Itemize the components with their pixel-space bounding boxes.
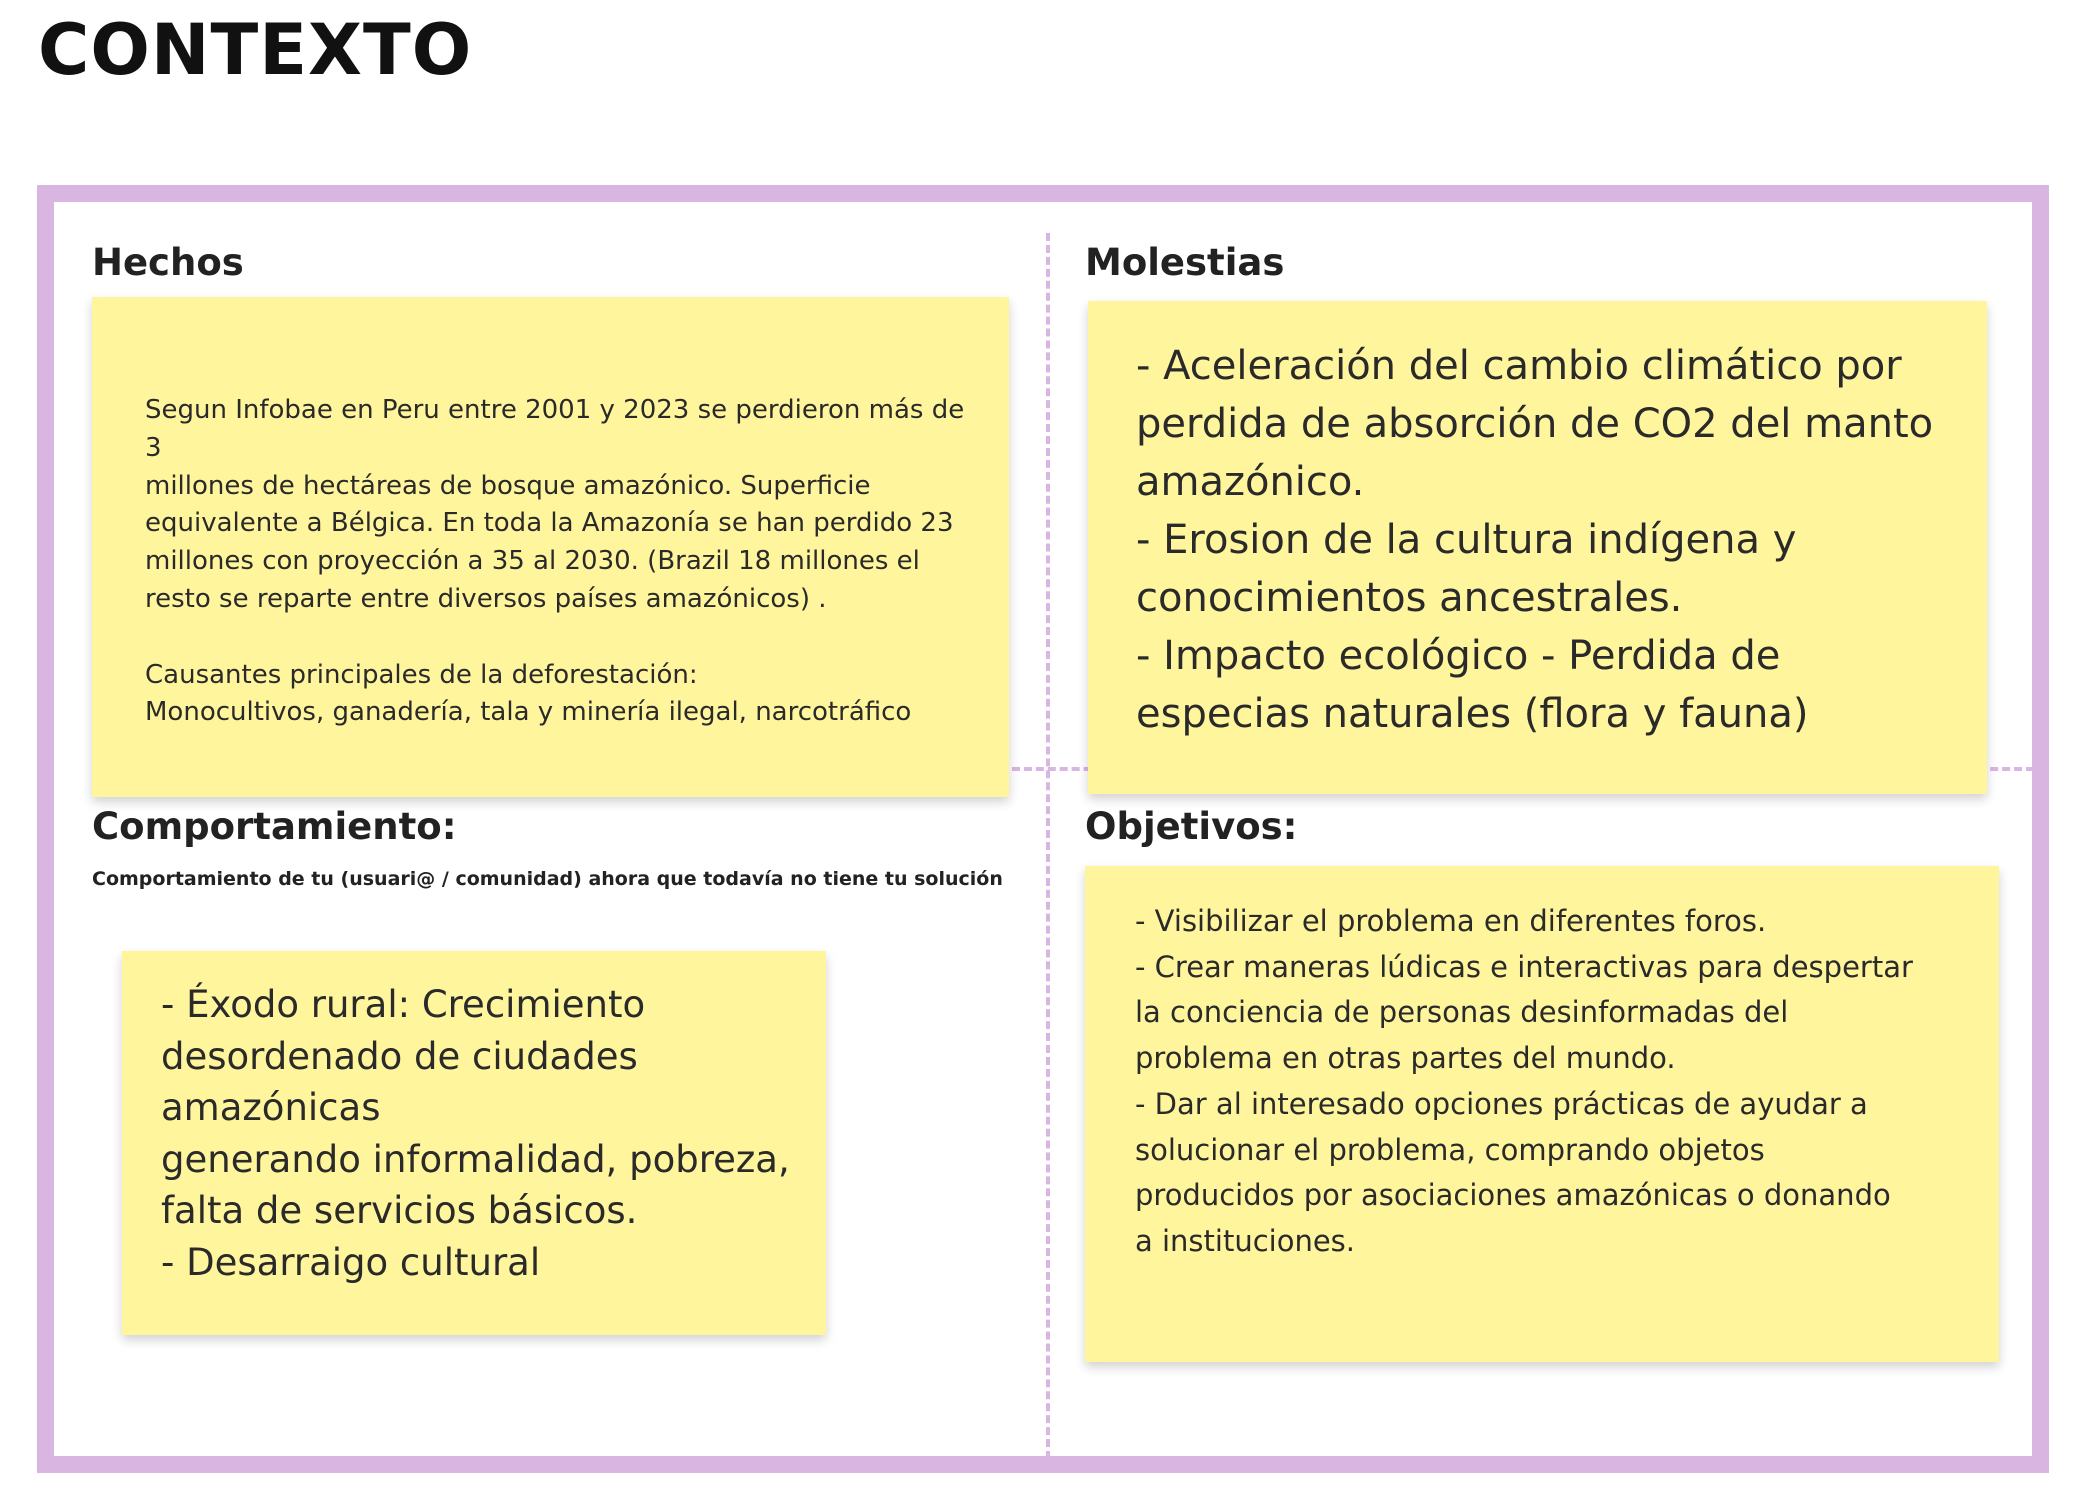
objetivos-note-text: - Visibilizar el problema en diferentes foros. - Crear maneras lúdicas e interactivas para despertar la conciencia de personas desinformadas del problema en otras partes del mundo. - Dar al interesado opciones prácticas de ayudar a solucionar el problema, comprando objetos producidos por asociaciones amazónicas o donando a instituciones. bbox=[1135, 904, 1913, 1258]
page-title: CONTEXTO bbox=[38, 9, 473, 91]
objetivos-sticky-note[interactable] bbox=[1085, 866, 1999, 1362]
hechos-sticky-note[interactable] bbox=[92, 297, 1009, 797]
hechos-title: Hechos bbox=[92, 241, 244, 284]
comportamiento-title: Comportamiento: bbox=[92, 805, 457, 848]
hechos-note-text: Segun Infobae en Peru entre 2001 y 2023 se perdieron más de 3 millones de hectáreas de bosque amazónico. Superficie equivalente a Bélgica. En toda la Amazonía se han perdido 23 millones con proyección a 35 al 2030. (Brazil 18 millones el resto se reparte entre diversos países amazónicos) . Causantes principales de la deforestación: Monocultivos, ganadería, tala y minería ilegal, narcotráfico bbox=[145, 395, 965, 728]
comportamiento-sticky-note[interactable] bbox=[122, 951, 826, 1335]
molestias-title: Molestias bbox=[1085, 241, 1285, 284]
comportamiento-note-text: - Éxodo rural: Crecimiento desordenado de ciudades amazónicas generando informalidad, pobreza, falta de servicios básicos. - Desarraigo cultural bbox=[161, 983, 790, 1284]
objetivos-title: Objetivos: bbox=[1085, 805, 1298, 848]
molestias-note-text: - Aceleración del cambio climático por perdida de absorción de CO2 del manto amazónico. - Erosion de la cultura indígena y conocimientos ancestrales. - Impacto ecológico - Perdida de especias naturales (flora y fauna) bbox=[1136, 343, 1934, 737]
vertical-divider bbox=[1046, 233, 1050, 1459]
comportamiento-subtitle: Comportamiento de tu (usuari@ / comunidad) ahora que todavía no tiene tu solución bbox=[92, 868, 1003, 890]
molestias-sticky-note[interactable] bbox=[1088, 301, 1987, 794]
